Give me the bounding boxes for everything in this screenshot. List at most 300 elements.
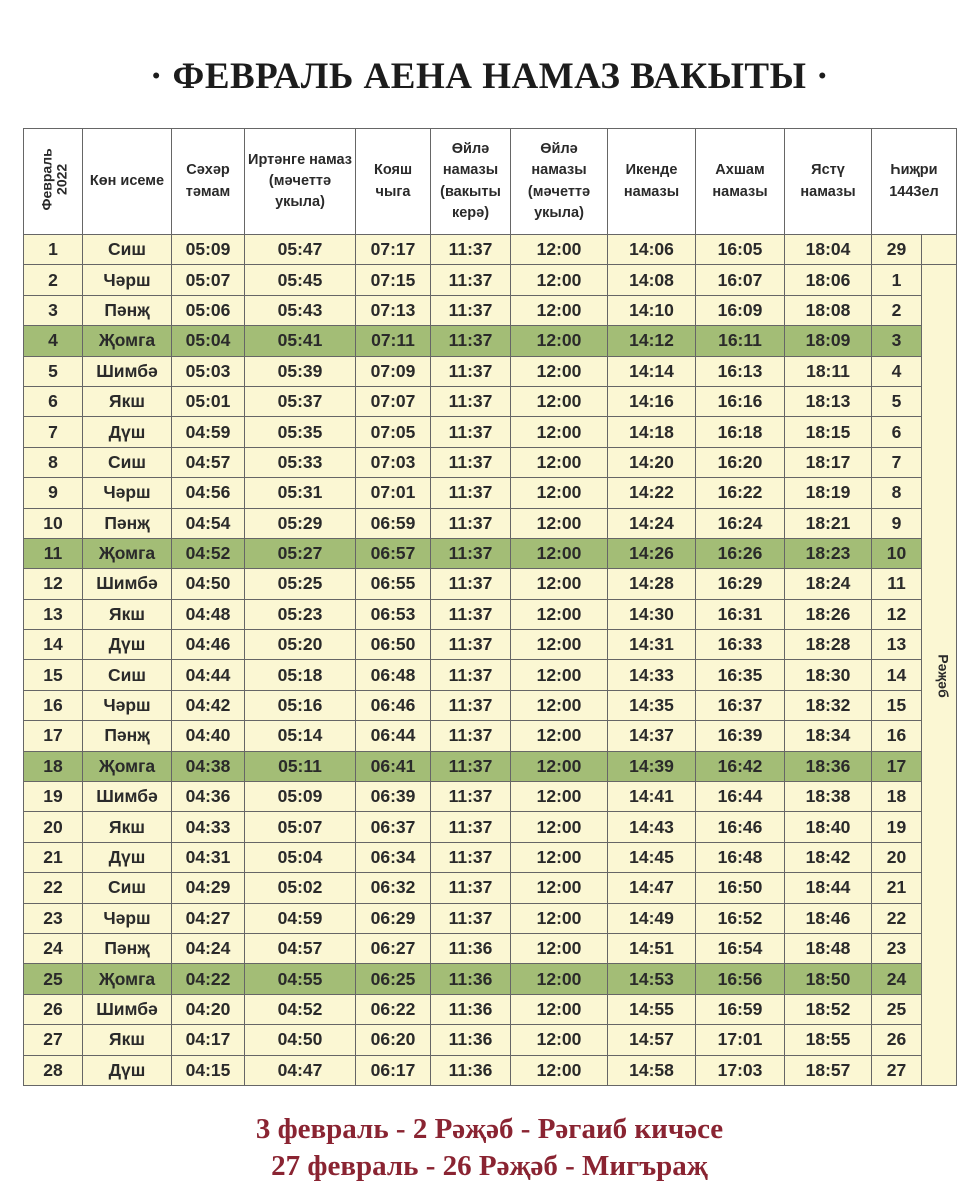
asr-cell: 14:35 [608, 690, 696, 720]
day-cell: 17 [24, 721, 83, 751]
fajr-cell: 05:39 [245, 356, 356, 386]
day-cell: 5 [24, 356, 83, 386]
asr-cell: 14:41 [608, 782, 696, 812]
suhoor-cell: 04:42 [172, 690, 245, 720]
table-row [24, 690, 957, 720]
dhuhr-mosque-cell: 12:00 [511, 964, 608, 994]
fajr-cell: 05:20 [245, 630, 356, 660]
isha-cell: 18:19 [785, 478, 872, 508]
asr-cell: 14:45 [608, 842, 696, 872]
asr-cell: 14:49 [608, 903, 696, 933]
day-cell: 24 [24, 933, 83, 963]
sunrise-cell: 06:20 [356, 1025, 431, 1055]
hijri-day-cell: 5 [872, 386, 922, 416]
isha-cell: 18:08 [785, 295, 872, 325]
hijri-day-cell: 10 [872, 538, 922, 568]
weekday-cell: Сиш [83, 873, 172, 903]
weekday-cell: Чәрш [83, 478, 172, 508]
dhuhr-mosque-cell: 12:00 [511, 569, 608, 599]
asr-cell: 14:20 [608, 447, 696, 477]
dhuhr-mosque-cell: 12:00 [511, 265, 608, 295]
header-asr: Икенде намазы [608, 129, 696, 235]
hijri-day-cell: 23 [872, 933, 922, 963]
dhuhr-cell: 11:37 [431, 447, 511, 477]
weekday-cell: Шимбә [83, 569, 172, 599]
table-row [24, 386, 957, 416]
isha-cell: 18:46 [785, 903, 872, 933]
hijri-day-cell: 11 [872, 569, 922, 599]
hijri-day-cell: 29 [872, 235, 922, 265]
fajr-cell: 05:07 [245, 812, 356, 842]
suhoor-cell: 05:01 [172, 386, 245, 416]
table-row [24, 1025, 957, 1055]
weekday-cell: Дүш [83, 1055, 172, 1085]
dhuhr-cell: 11:37 [431, 295, 511, 325]
weekday-cell: Шимбә [83, 994, 172, 1024]
isha-cell: 18:40 [785, 812, 872, 842]
hijri-day-cell: 2 [872, 295, 922, 325]
hijri-day-cell: 22 [872, 903, 922, 933]
asr-cell: 14:26 [608, 538, 696, 568]
suhoor-cell: 04:57 [172, 447, 245, 477]
asr-cell: 14:12 [608, 326, 696, 356]
maghrib-cell: 16:24 [696, 508, 785, 538]
asr-cell: 14:47 [608, 873, 696, 903]
sunrise-cell: 07:17 [356, 235, 431, 265]
asr-cell: 14:43 [608, 812, 696, 842]
table-row [24, 660, 957, 690]
suhoor-cell: 05:06 [172, 295, 245, 325]
suhoor-cell: 04:33 [172, 812, 245, 842]
isha-cell: 18:09 [785, 326, 872, 356]
asr-cell: 14:08 [608, 265, 696, 295]
dhuhr-mosque-cell: 12:00 [511, 994, 608, 1024]
sunrise-cell: 06:50 [356, 630, 431, 660]
maghrib-cell: 17:03 [696, 1055, 785, 1085]
dhuhr-cell: 11:37 [431, 660, 511, 690]
maghrib-cell: 16:22 [696, 478, 785, 508]
suhoor-cell: 04:29 [172, 873, 245, 903]
maghrib-cell: 16:09 [696, 295, 785, 325]
isha-cell: 18:36 [785, 751, 872, 781]
isha-cell: 18:26 [785, 599, 872, 629]
hijri-day-cell: 19 [872, 812, 922, 842]
weekday-cell: Пәнҗ [83, 933, 172, 963]
suhoor-cell: 04:24 [172, 933, 245, 963]
fajr-cell: 05:04 [245, 842, 356, 872]
isha-cell: 18:17 [785, 447, 872, 477]
dhuhr-cell: 11:37 [431, 356, 511, 386]
header-sunrise: Кояш чыга [356, 129, 431, 235]
maghrib-cell: 16:05 [696, 235, 785, 265]
isha-cell: 18:15 [785, 417, 872, 447]
asr-cell: 14:37 [608, 721, 696, 751]
sunrise-cell: 06:53 [356, 599, 431, 629]
weekday-cell: Шимбә [83, 356, 172, 386]
isha-cell: 18:38 [785, 782, 872, 812]
hijri-day-cell: 18 [872, 782, 922, 812]
weekday-cell: Җомга [83, 751, 172, 781]
table-row [24, 721, 957, 751]
asr-cell: 14:06 [608, 235, 696, 265]
dhuhr-mosque-cell: 12:00 [511, 326, 608, 356]
weekday-cell: Пәнҗ [83, 295, 172, 325]
table-row [24, 903, 957, 933]
hijri-day-cell: 21 [872, 873, 922, 903]
dhuhr-cell: 11:37 [431, 812, 511, 842]
maghrib-cell: 16:42 [696, 751, 785, 781]
dhuhr-cell: 11:37 [431, 842, 511, 872]
suhoor-cell: 05:07 [172, 265, 245, 295]
asr-cell: 14:16 [608, 386, 696, 416]
dhuhr-cell: 11:37 [431, 326, 511, 356]
fajr-cell: 05:23 [245, 599, 356, 629]
table-row [24, 265, 957, 295]
day-cell: 1 [24, 235, 83, 265]
day-cell: 27 [24, 1025, 83, 1055]
day-cell: 25 [24, 964, 83, 994]
day-cell: 28 [24, 1055, 83, 1085]
day-cell: 13 [24, 599, 83, 629]
asr-cell: 14:18 [608, 417, 696, 447]
weekday-cell: Чәрш [83, 690, 172, 720]
maghrib-cell: 16:56 [696, 964, 785, 994]
dhuhr-mosque-cell: 12:00 [511, 721, 608, 751]
weekday-cell: Чәрш [83, 265, 172, 295]
isha-cell: 18:50 [785, 964, 872, 994]
suhoor-cell: 04:38 [172, 751, 245, 781]
hijri-day-cell: 20 [872, 842, 922, 872]
header-year: 2022 [54, 164, 71, 196]
day-cell: 23 [24, 903, 83, 933]
isha-cell: 18:55 [785, 1025, 872, 1055]
dhuhr-mosque-cell: 12:00 [511, 751, 608, 781]
day-cell: 10 [24, 508, 83, 538]
fajr-cell: 05:18 [245, 660, 356, 690]
fajr-cell: 04:55 [245, 964, 356, 994]
table-row [24, 751, 957, 781]
fajr-cell: 05:33 [245, 447, 356, 477]
dhuhr-mosque-cell: 12:00 [511, 1055, 608, 1085]
header-maghrib: Ахшам намазы [696, 129, 785, 235]
day-cell: 14 [24, 630, 83, 660]
suhoor-cell: 04:36 [172, 782, 245, 812]
day-cell: 20 [24, 812, 83, 842]
weekday-cell: Җомга [83, 538, 172, 568]
maghrib-cell: 16:39 [696, 721, 785, 751]
isha-cell: 18:06 [785, 265, 872, 295]
header-month [24, 129, 83, 235]
isha-cell: 18:32 [785, 690, 872, 720]
fajr-cell: 05:09 [245, 782, 356, 812]
table-row [24, 508, 957, 538]
maghrib-cell: 16:59 [696, 994, 785, 1024]
dhuhr-cell: 11:37 [431, 721, 511, 751]
table-row [24, 933, 957, 963]
hijri-day-cell: 15 [872, 690, 922, 720]
hijri-day-cell: 6 [872, 417, 922, 447]
dhuhr-cell: 11:36 [431, 964, 511, 994]
dhuhr-cell: 11:37 [431, 235, 511, 265]
table-header-row [24, 129, 957, 235]
suhoor-cell: 04:17 [172, 1025, 245, 1055]
isha-cell: 18:44 [785, 873, 872, 903]
asr-cell: 14:58 [608, 1055, 696, 1085]
sunrise-cell: 06:25 [356, 964, 431, 994]
fajr-cell: 04:59 [245, 903, 356, 933]
hijri-day-cell: 27 [872, 1055, 922, 1085]
fajr-cell: 05:29 [245, 508, 356, 538]
dhuhr-mosque-cell: 12:00 [511, 356, 608, 386]
sunrise-cell: 06:41 [356, 751, 431, 781]
isha-cell: 18:13 [785, 386, 872, 416]
sunrise-cell: 06:34 [356, 842, 431, 872]
dhuhr-cell: 11:37 [431, 569, 511, 599]
day-cell: 3 [24, 295, 83, 325]
sunrise-cell: 06:55 [356, 569, 431, 599]
sunrise-cell: 07:03 [356, 447, 431, 477]
sunrise-cell: 07:07 [356, 386, 431, 416]
maghrib-cell: 16:18 [696, 417, 785, 447]
table-row [24, 326, 957, 356]
sunrise-cell: 07:15 [356, 265, 431, 295]
maghrib-cell: 16:26 [696, 538, 785, 568]
hijri-month-cell [922, 265, 957, 1086]
suhoor-cell: 04:31 [172, 842, 245, 872]
sunrise-cell: 07:01 [356, 478, 431, 508]
suhoor-cell: 04:52 [172, 538, 245, 568]
day-cell: 16 [24, 690, 83, 720]
maghrib-cell: 17:01 [696, 1025, 785, 1055]
hijri-day-cell: 4 [872, 356, 922, 386]
sunrise-cell: 07:11 [356, 326, 431, 356]
suhoor-cell: 05:09 [172, 235, 245, 265]
hijri-day-cell: 24 [872, 964, 922, 994]
fajr-cell: 05:25 [245, 569, 356, 599]
isha-cell: 18:52 [785, 994, 872, 1024]
dhuhr-cell: 11:37 [431, 508, 511, 538]
dhuhr-mosque-cell: 12:00 [511, 447, 608, 477]
isha-cell: 18:11 [785, 356, 872, 386]
table-row [24, 812, 957, 842]
fajr-cell: 05:43 [245, 295, 356, 325]
dhuhr-mosque-cell: 12:00 [511, 933, 608, 963]
table-row [24, 994, 957, 1024]
sunrise-cell: 06:29 [356, 903, 431, 933]
footer-note-2: 27 февраль - 26 Рәҗәб - Мигъраҗ [271, 1150, 708, 1182]
day-cell: 9 [24, 478, 83, 508]
isha-cell: 18:04 [785, 235, 872, 265]
day-cell: 22 [24, 873, 83, 903]
dhuhr-cell: 11:37 [431, 690, 511, 720]
table-row [24, 295, 957, 325]
dhuhr-cell: 11:37 [431, 478, 511, 508]
sunrise-cell: 07:05 [356, 417, 431, 447]
day-cell: 12 [24, 569, 83, 599]
header-suhoor: Сәхәр тәмам [172, 129, 245, 235]
fajr-cell: 05:11 [245, 751, 356, 781]
asr-cell: 14:33 [608, 660, 696, 690]
fajr-cell: 04:50 [245, 1025, 356, 1055]
table-row [24, 478, 957, 508]
hijri-month-label: Рәҗәб [935, 653, 952, 698]
dhuhr-mosque-cell: 12:00 [511, 386, 608, 416]
asr-cell: 14:39 [608, 751, 696, 781]
suhoor-cell: 04:22 [172, 964, 245, 994]
day-cell: 15 [24, 660, 83, 690]
fajr-cell: 05:27 [245, 538, 356, 568]
isha-cell: 18:42 [785, 842, 872, 872]
sunrise-cell: 06:48 [356, 660, 431, 690]
weekday-cell: Чәрш [83, 903, 172, 933]
hijri-day-cell: 8 [872, 478, 922, 508]
fajr-cell: 04:52 [245, 994, 356, 1024]
maghrib-cell: 16:20 [696, 447, 785, 477]
dhuhr-mosque-cell: 12:00 [511, 630, 608, 660]
maghrib-cell: 16:33 [696, 630, 785, 660]
isha-cell: 18:24 [785, 569, 872, 599]
fajr-cell: 05:14 [245, 721, 356, 751]
weekday-cell: Сиш [83, 660, 172, 690]
footer-note-1: 3 февраль - 2 Рәҗәб - Рәгаиб кичәсе [255, 1113, 724, 1145]
suhoor-cell: 04:27 [172, 903, 245, 933]
dhuhr-mosque-cell: 12:00 [511, 538, 608, 568]
dhuhr-mosque-cell: 12:00 [511, 417, 608, 447]
asr-cell: 14:22 [608, 478, 696, 508]
dhuhr-mosque-cell: 12:00 [511, 782, 608, 812]
page-title: · ФЕВРАЛЬ АЕНА НАМАЗ ВАКЫТЫ · [149, 56, 830, 97]
fajr-cell: 05:35 [245, 417, 356, 447]
maghrib-cell: 16:37 [696, 690, 785, 720]
maghrib-cell: 16:44 [696, 782, 785, 812]
maghrib-cell: 16:54 [696, 933, 785, 963]
suhoor-cell: 04:54 [172, 508, 245, 538]
hijri-day-cell: 17 [872, 751, 922, 781]
suhoor-cell: 04:50 [172, 569, 245, 599]
isha-cell: 18:23 [785, 538, 872, 568]
prayer-times-table [23, 128, 957, 1086]
dhuhr-mosque-cell: 12:00 [511, 1025, 608, 1055]
sunrise-cell: 07:13 [356, 295, 431, 325]
day-cell: 11 [24, 538, 83, 568]
day-cell: 19 [24, 782, 83, 812]
isha-cell: 18:28 [785, 630, 872, 660]
weekday-cell: Җомга [83, 964, 172, 994]
day-cell: 18 [24, 751, 83, 781]
maghrib-cell: 16:16 [696, 386, 785, 416]
dhuhr-mosque-cell: 12:00 [511, 690, 608, 720]
maghrib-cell: 16:11 [696, 326, 785, 356]
dhuhr-cell: 11:37 [431, 630, 511, 660]
header-weekday: Көн исеме [83, 129, 172, 235]
hijri-day-cell: 26 [872, 1025, 922, 1055]
dhuhr-mosque-cell: 12:00 [511, 903, 608, 933]
sunrise-cell: 06:46 [356, 690, 431, 720]
day-cell: 26 [24, 994, 83, 1024]
suhoor-cell: 04:40 [172, 721, 245, 751]
maghrib-cell: 16:50 [696, 873, 785, 903]
asr-cell: 14:53 [608, 964, 696, 994]
day-cell: 4 [24, 326, 83, 356]
asr-cell: 14:24 [608, 508, 696, 538]
dhuhr-mosque-cell: 12:00 [511, 295, 608, 325]
maghrib-cell: 16:46 [696, 812, 785, 842]
hijri-day-cell: 14 [872, 660, 922, 690]
isha-cell: 18:21 [785, 508, 872, 538]
dhuhr-cell: 11:37 [431, 265, 511, 295]
weekday-cell: Пәнҗ [83, 721, 172, 751]
sunrise-cell: 06:37 [356, 812, 431, 842]
suhoor-cell: 04:56 [172, 478, 245, 508]
asr-cell: 14:51 [608, 933, 696, 963]
weekday-cell: Якш [83, 386, 172, 416]
day-cell: 21 [24, 842, 83, 872]
weekday-cell: Якш [83, 1025, 172, 1055]
maghrib-cell: 16:07 [696, 265, 785, 295]
isha-cell: 18:34 [785, 721, 872, 751]
dhuhr-cell: 11:37 [431, 538, 511, 568]
header-isha: Ястү намазы [785, 129, 872, 235]
weekday-cell: Җомга [83, 326, 172, 356]
hijri-day-cell: 7 [872, 447, 922, 477]
dhuhr-mosque-cell: 12:00 [511, 812, 608, 842]
fajr-cell: 04:47 [245, 1055, 356, 1085]
dhuhr-mosque-cell: 12:00 [511, 508, 608, 538]
dhuhr-cell: 11:36 [431, 1025, 511, 1055]
suhoor-cell: 05:03 [172, 356, 245, 386]
asr-cell: 14:10 [608, 295, 696, 325]
table-row [24, 356, 957, 386]
weekday-cell: Якш [83, 599, 172, 629]
header-hijri: Һиҗри 1443ел [872, 129, 957, 235]
suhoor-cell: 04:59 [172, 417, 245, 447]
table-row [24, 447, 957, 477]
asr-cell: 14:55 [608, 994, 696, 1024]
table-row [24, 599, 957, 629]
sunrise-cell: 06:44 [356, 721, 431, 751]
dhuhr-cell: 11:37 [431, 873, 511, 903]
sunrise-cell: 06:27 [356, 933, 431, 963]
hijri-day-cell: 13 [872, 630, 922, 660]
day-cell: 2 [24, 265, 83, 295]
hijri-day-cell: 25 [872, 994, 922, 1024]
table-row [24, 417, 957, 447]
isha-cell: 18:57 [785, 1055, 872, 1085]
weekday-cell: Шимбә [83, 782, 172, 812]
fajr-cell: 04:57 [245, 933, 356, 963]
weekday-cell: Сиш [83, 235, 172, 265]
dhuhr-cell: 11:37 [431, 417, 511, 447]
asr-cell: 14:31 [608, 630, 696, 660]
weekday-cell: Дүш [83, 630, 172, 660]
sunrise-cell: 06:32 [356, 873, 431, 903]
dhuhr-cell: 11:36 [431, 1055, 511, 1085]
maghrib-cell: 16:31 [696, 599, 785, 629]
table-row [24, 235, 957, 265]
table-row [24, 964, 957, 994]
fajr-cell: 05:16 [245, 690, 356, 720]
maghrib-cell: 16:29 [696, 569, 785, 599]
suhoor-cell: 04:48 [172, 599, 245, 629]
dhuhr-cell: 11:36 [431, 933, 511, 963]
header-dhuhr: Өйлә намазы (вакыты керә) [431, 129, 511, 235]
dhuhr-mosque-cell: 12:00 [511, 599, 608, 629]
weekday-cell: Сиш [83, 447, 172, 477]
sunrise-cell: 06:17 [356, 1055, 431, 1085]
weekday-cell: Дүш [83, 417, 172, 447]
fajr-cell: 05:45 [245, 265, 356, 295]
sunrise-cell: 06:57 [356, 538, 431, 568]
